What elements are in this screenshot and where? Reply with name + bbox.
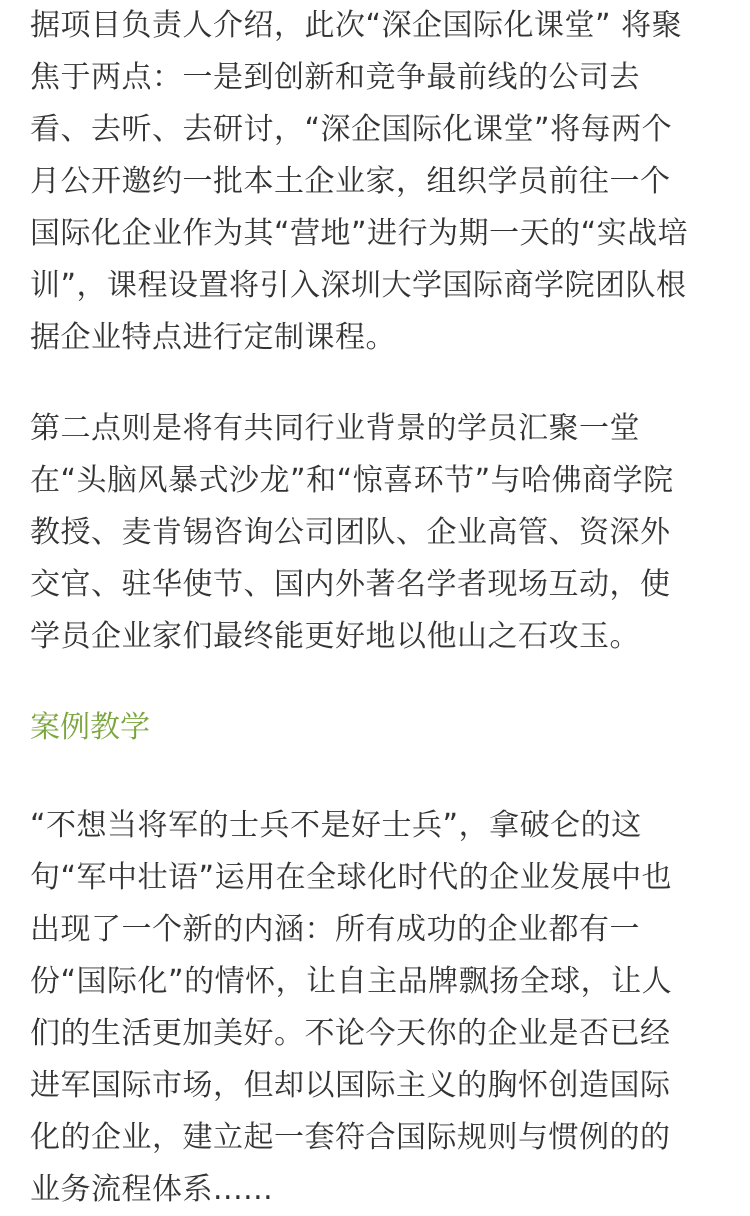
text-line: 教授、麦肯锡咨询公司团队、企业高管、资深外 [30,515,671,550]
paragraph-case-study [30,800,672,1216]
text-line: 进军国际市场，但却以国际主义的胸怀创造国际 [30,1068,671,1103]
text-line: 国际化企业作为其“营地”进行为期一天的“实战培 [30,216,689,251]
text-line: 在“头脑风暴式沙龙”和“惊喜环节”与哈佛商学院 [30,463,674,498]
text-line: 据项目负责人介绍，此次“深企国际化课堂” 将聚 [30,8,683,43]
section-heading-case-study: 案例教学 [30,710,150,745]
text-line: 月公开邀约一批本土企业家，组织学员前往一个 [30,164,671,199]
text-line: 学员企业家们最终能更好地以他山之石攻玉。 [30,619,640,654]
text-line: 第二点则是将有共同行业背景的学员汇聚一堂 [30,411,640,446]
text-line: 句“军中壮语”运用在全球化时代的企业发展中也 [30,860,673,895]
text-line: “不想当将军的士兵不是好士兵”，拿破仑的这 [30,808,642,843]
text-line: 化的企业，建立起一套符合国际规则与惯例的的 [30,1120,671,1155]
text-line: 训”，课程设置将引入深圳大学国际商学院团队根 [30,268,687,303]
text-line: 焦于两点：一是到创新和竞争最前线的公司去 [30,60,640,95]
text-line: 据企业特点进行定制课程。 [30,320,396,355]
text-line: 看、去听、去研讨，“深企国际化课堂”将每两个 [30,112,673,147]
text-line: 业务流程体系...... [30,1172,274,1207]
paragraph-intro [30,0,688,364]
text-line: 出现了一个新的内涵：所有成功的企业都有一 [30,912,640,947]
text-line: 们的生活更加美好。不论今天你的企业是否已经 [30,1016,671,1051]
paragraph-second-point [30,403,674,663]
text-line: 交官、驻华使节、国内外著名学者现场互动，使 [30,567,671,602]
text-line: 份“国际化”的情怀，让自主品牌飘扬全球，让人 [30,964,673,999]
